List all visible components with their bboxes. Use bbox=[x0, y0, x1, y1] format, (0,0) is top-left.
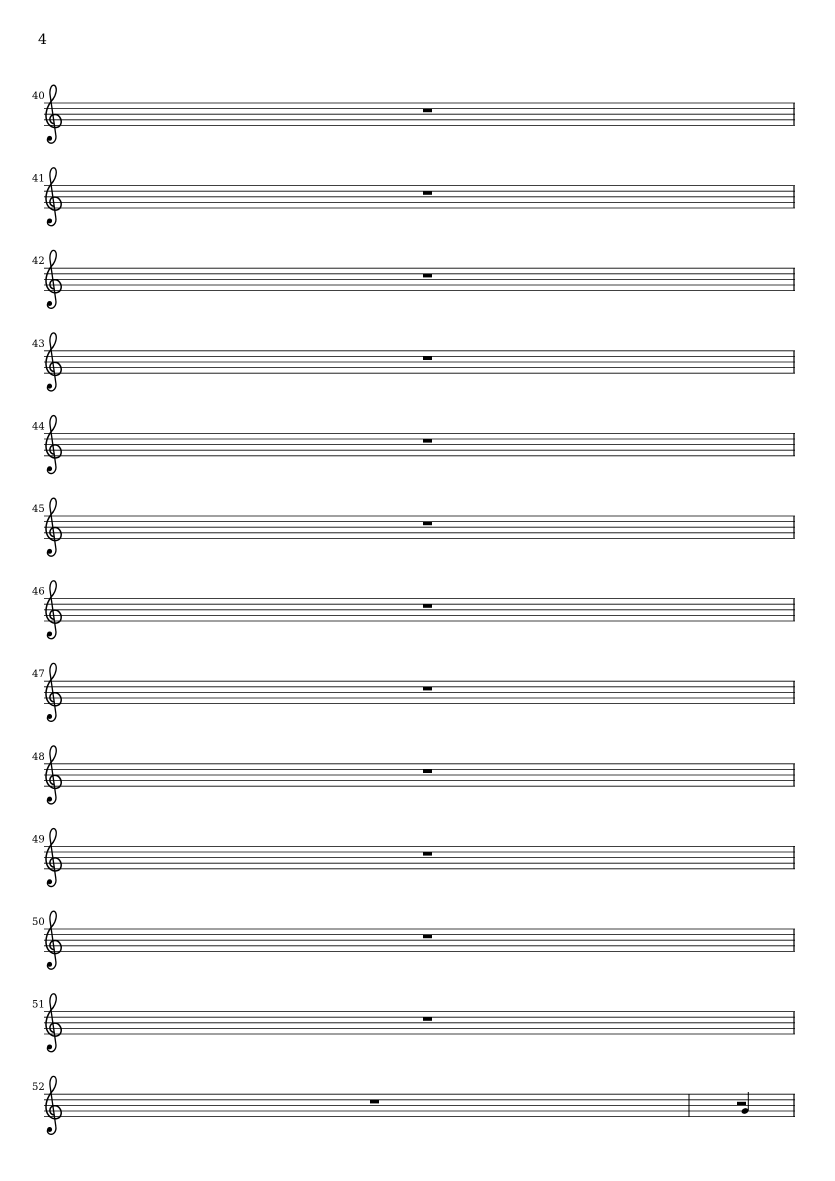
whole-rest bbox=[423, 109, 432, 113]
staff-system bbox=[32, 85, 795, 143]
whole-rest bbox=[370, 1100, 379, 1104]
measure-number: 49 bbox=[32, 834, 45, 846]
measure-number: 48 bbox=[32, 751, 45, 763]
staff-system bbox=[32, 168, 795, 226]
measure-number: 50 bbox=[32, 917, 45, 928]
whole-rest bbox=[423, 439, 432, 443]
whole-rest bbox=[423, 191, 432, 195]
measure-number: 42 bbox=[32, 256, 45, 268]
whole-rest bbox=[423, 687, 432, 691]
staff-system bbox=[32, 746, 795, 804]
measure-number: 43 bbox=[32, 338, 45, 350]
measure-number: 47 bbox=[32, 669, 45, 681]
whole-rest bbox=[423, 852, 432, 856]
staff-system bbox=[32, 581, 795, 639]
whole-rest bbox=[423, 769, 432, 773]
measure-number: 46 bbox=[32, 586, 45, 598]
staff-system bbox=[32, 994, 795, 1052]
staff-system bbox=[32, 416, 795, 474]
whole-rest bbox=[423, 604, 432, 608]
measure-number: 44 bbox=[32, 421, 45, 433]
whole-rest bbox=[423, 1017, 432, 1021]
staff-system bbox=[32, 250, 795, 308]
measure-number: 45 bbox=[32, 504, 45, 515]
whole-rest bbox=[423, 522, 432, 526]
measure-number: 52 bbox=[32, 1082, 45, 1094]
measure-number: 51 bbox=[32, 999, 45, 1011]
measure-number: 41 bbox=[32, 173, 45, 185]
whole-rest bbox=[423, 356, 432, 360]
half-rest bbox=[737, 1102, 746, 1106]
staff-system bbox=[32, 829, 795, 887]
page-number: 4 bbox=[38, 32, 47, 48]
staff-system bbox=[32, 1076, 795, 1134]
staff-system bbox=[32, 333, 795, 391]
whole-rest bbox=[423, 935, 432, 939]
staff-system bbox=[32, 498, 795, 556]
whole-rest bbox=[423, 274, 432, 278]
staff-system bbox=[32, 663, 795, 721]
measure-number: 40 bbox=[32, 91, 45, 102]
staff-system bbox=[32, 911, 795, 969]
